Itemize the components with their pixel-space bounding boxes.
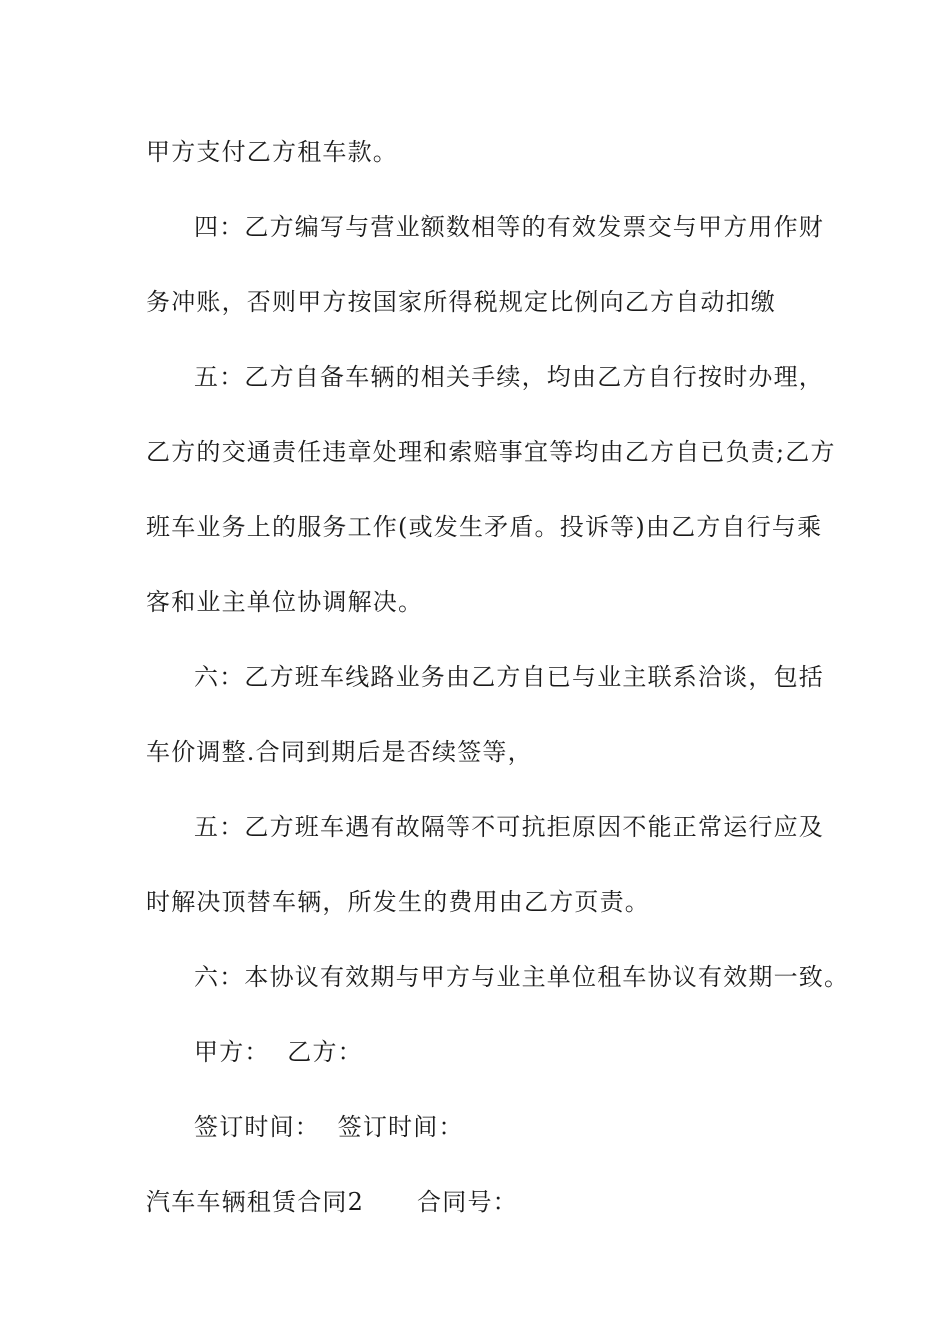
text-line: 甲方支付乙方租车款。 — [146, 138, 398, 166]
clause-6-line-1: 六：乙方班车线路业务由乙方自已与业主联系洽谈，包括 — [194, 663, 824, 691]
clause-5-line-3: 班车业务上的服务工作(或发生矛盾。投诉等)由乙方自行与乘 — [146, 513, 823, 541]
clause-5b-line-1: 五：乙方班车遇有故隔等不可抗拒原因不能正常运行应及 — [194, 813, 824, 841]
clause-4-line-2: 务冲账，否则甲方按国家所得税规定比例向乙方自动扣缴 — [146, 288, 776, 316]
clause-5-line-4: 客和业主单位协调解决。 — [146, 588, 424, 616]
clause-6b-line: 六：本协议有效期与甲方与业主单位租车协议有效期一致。 — [194, 963, 850, 991]
clause-4-line-1: 四：乙方编写与营业额数相等的有效发票交与甲方用作财 — [194, 213, 824, 241]
contract-title-line: 汽车车辆租赁合同2 合同号： — [146, 1188, 518, 1216]
clause-5-line-2: 乙方的交通责任违章处理和索赔事宜等均由乙方自已负责;乙方 — [146, 438, 836, 466]
clause-5b-line-2: 时解决顶替车辆，所发生的费用由乙方页责。 — [146, 888, 650, 916]
parties-line: 甲方： 乙方： — [194, 1038, 363, 1066]
clause-5-line-1: 五：乙方自备车辆的相关手续，均由乙方自行按时办理， — [194, 363, 824, 391]
clause-6-line-2: 车价调整.合同到期后是否续签等， — [146, 738, 533, 766]
signing-date-line: 签订时间： 签订时间： — [194, 1113, 464, 1141]
